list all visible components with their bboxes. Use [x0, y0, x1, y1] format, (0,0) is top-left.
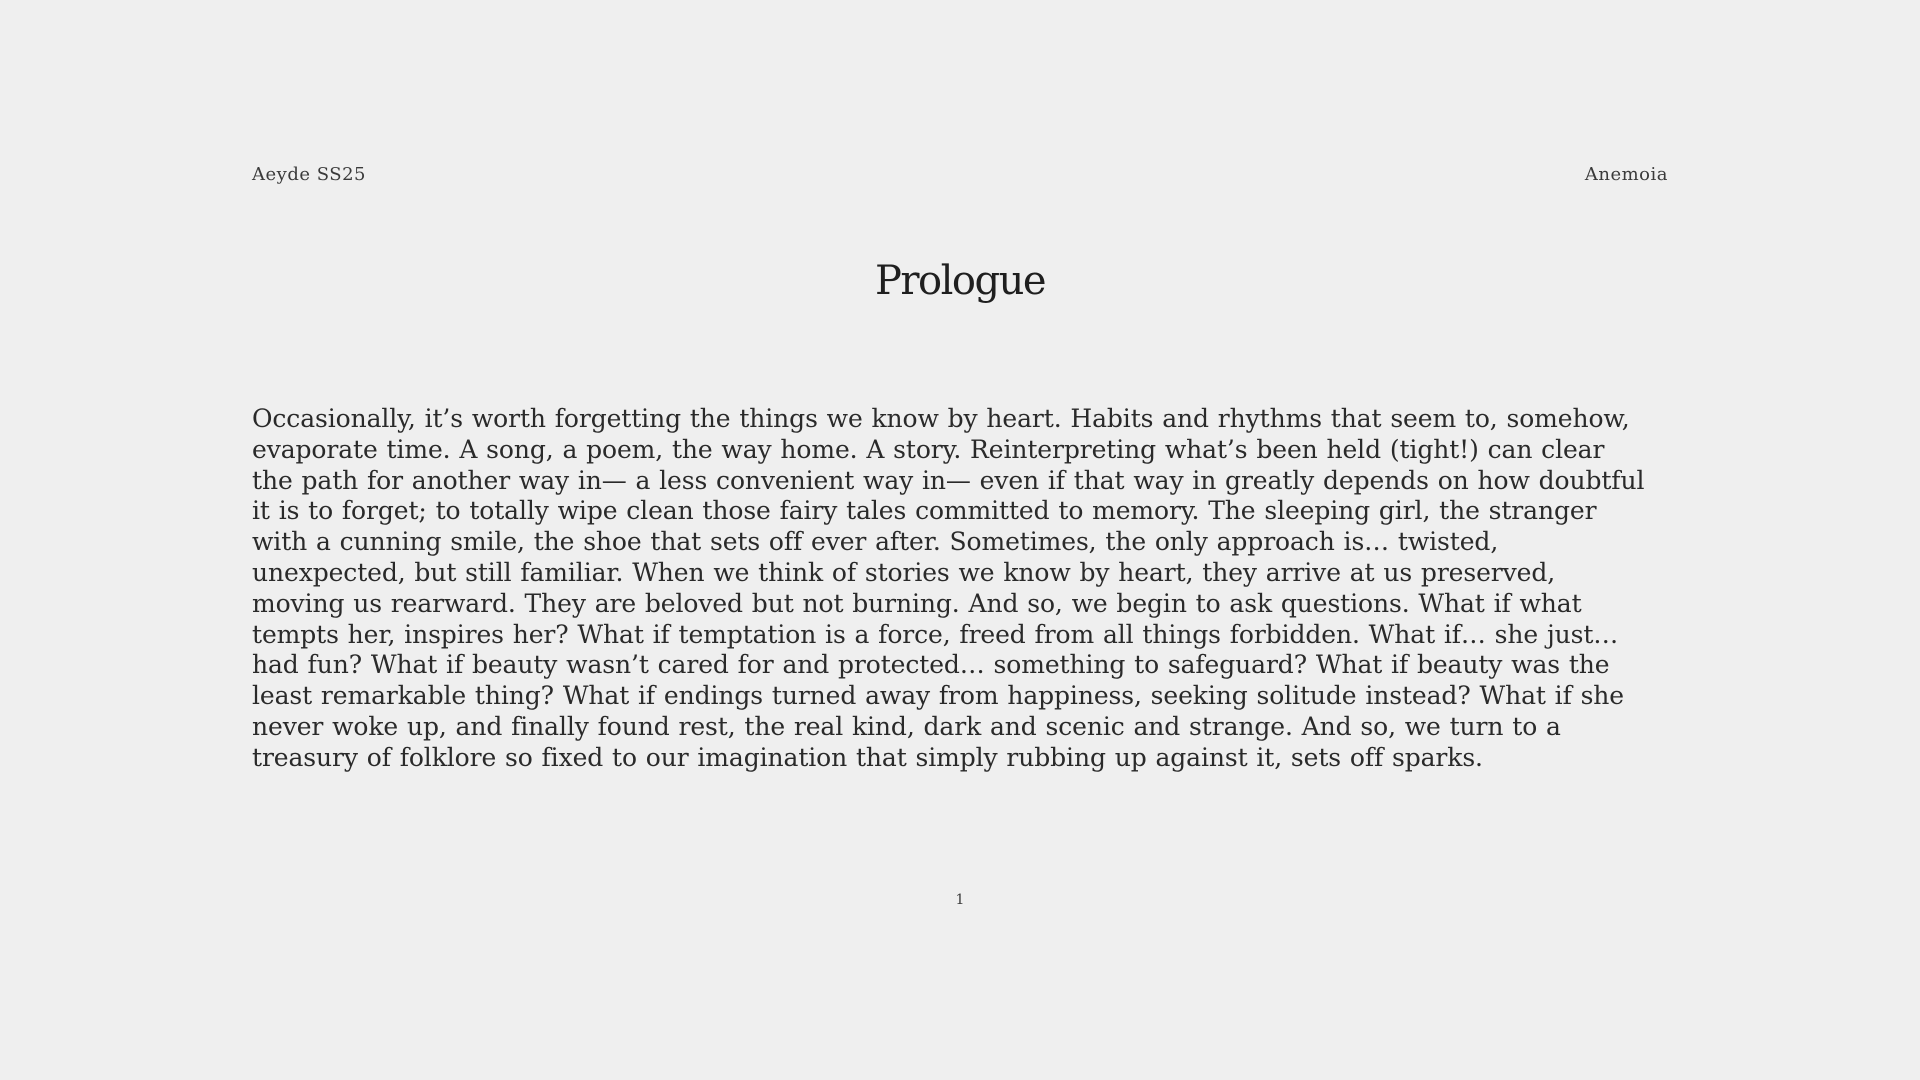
header-brand-season: Aeyde SS25 [252, 164, 366, 185]
page-title: Prologue [874, 258, 1046, 304]
page-number: 1 [955, 892, 965, 908]
prologue-body-text: Occasionally, it’s worth forgetting the things we know by heart. Habits and rhythms that seem to, somehow, evaporate time. A song, a poem, the way home. A story. Reinterpreting what’s been held (tight!) can clear the path for another way in— a less convenient way in— even if that way in greatly depends on how doubtful it is to forget; to totally wipe clean those fairy tales committed to memory. The sleeping girl, the stranger with a cunning smile, the shoe that sets off ever after. Sometimes, the only approach is… twisted, unexpected, but still familiar. When we think of stories we know by heart, they arrive at us preserved, moving us rearward. They are beloved but not burning. And so, we begin to ask questions. What if what tempts her, inspires her? What if temptation is a force, freed from all things forbidden. What if… she just… had fun? What if beauty wasn’t cared for and protected… something to safeguard? What if beauty was the least remarkable thing? What if endings turned away from happiness, seeking solitude instead? What if she never woke up, and finally found rest, the real kind, dark and scenic and strange. And so, we turn to a treasury of folklore so fixed to our imagination that simply rubbing up against it, sets off sparks. [252, 404, 1645, 772]
header-collection-name: Anemoia [1584, 164, 1668, 185]
